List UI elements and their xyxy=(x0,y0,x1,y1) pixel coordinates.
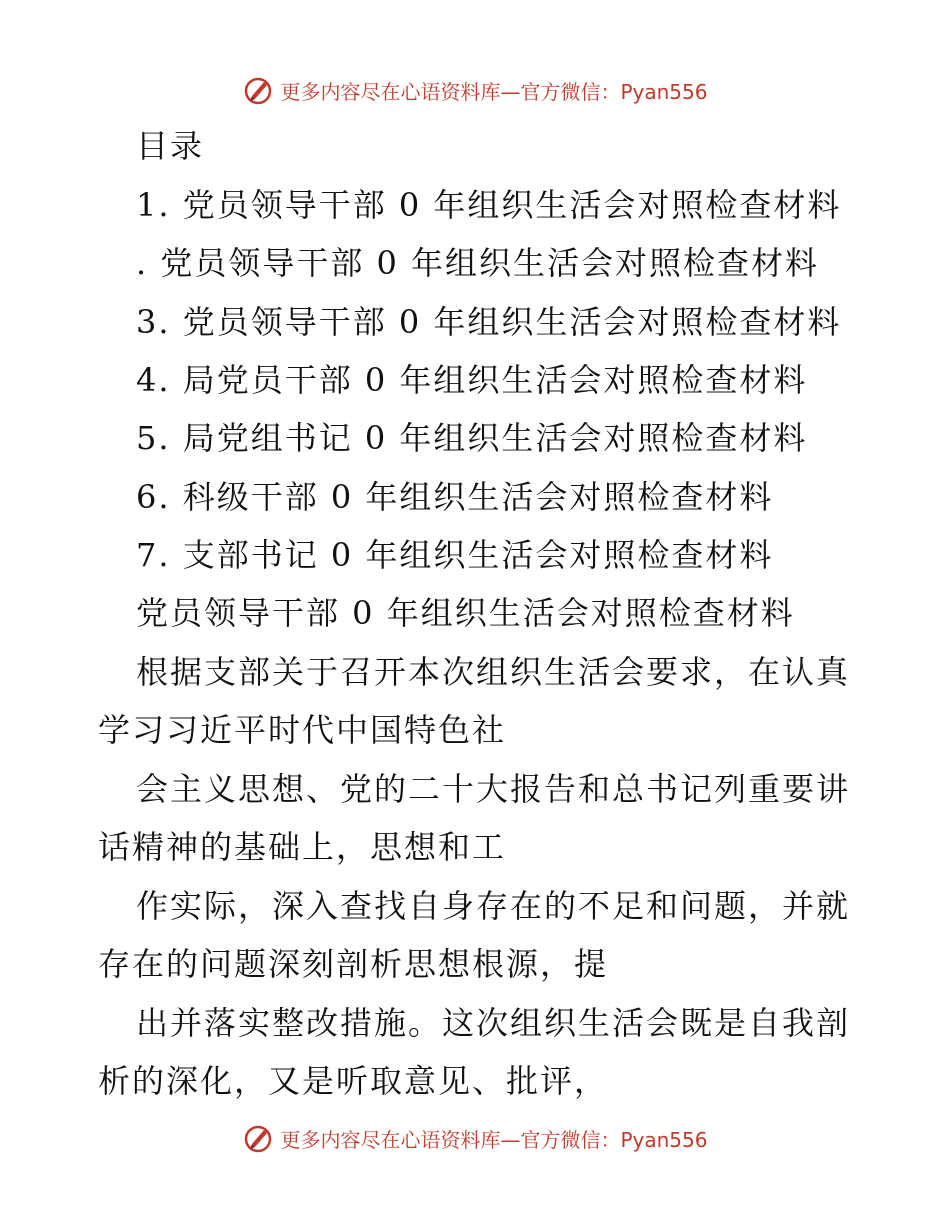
banner-text: 更多内容尽在心语资料库—官方微信：Pyan556 xyxy=(280,1127,708,1152)
toc-item-1: 1. 党员领导干部 0 年组织生活会对照检查材料 xyxy=(136,186,842,224)
footer-banner xyxy=(0,1118,950,1158)
banner-content xyxy=(242,74,707,106)
toc-item-6: 6. 科级干部 0 年组织生活会对照检查材料 xyxy=(136,478,774,516)
section-heading: 党员领导干部 0 年组织生活会对照检查材料 xyxy=(136,594,795,632)
banner-content xyxy=(242,1122,707,1154)
header-banner xyxy=(0,70,950,110)
paragraph-line: 根据支部关于召开本次组织生活会要求，在认真 xyxy=(136,653,851,691)
pen-logo-icon xyxy=(242,74,274,106)
toc-title: 目录 xyxy=(136,127,205,165)
toc-item-3: 3. 党员领导干部 0 年组织生活会对照检查材料 xyxy=(136,303,842,341)
paragraph-line: 存在的问题深刻剖析思想根源，提 xyxy=(98,945,609,983)
paragraph-line: 析的深化，又是听取意见、批评， xyxy=(98,1062,609,1100)
banner-text: 更多内容尽在心语资料库—官方微信：Pyan556 xyxy=(280,79,708,104)
paragraph-line: 作实际，深入查找自身存在的不足和问题，并就 xyxy=(136,887,851,925)
toc-item-2: . 党员领导干部 0 年组织生活会对照检查材料 xyxy=(136,244,820,282)
paragraph-line: 学习习近平时代中国特色社 xyxy=(98,711,507,749)
pen-logo-icon xyxy=(242,1122,274,1154)
toc-item-7: 7. 支部书记 0 年组织生活会对照检查材料 xyxy=(136,536,774,574)
toc-item-4: 4. 局党员干部 0 年组织生活会对照检查材料 xyxy=(136,361,808,399)
paragraph-line: 话精神的基础上，思想和工 xyxy=(98,828,507,866)
paragraph-line: 出并落实整改措施。这次组织生活会既是自我剖 xyxy=(136,1004,851,1042)
toc-item-5: 5. 局党组书记 0 年组织生活会对照检查材料 xyxy=(136,419,808,457)
paragraph-line: 会主义思想、党的二十大报告和总书记列重要讲 xyxy=(136,770,851,808)
